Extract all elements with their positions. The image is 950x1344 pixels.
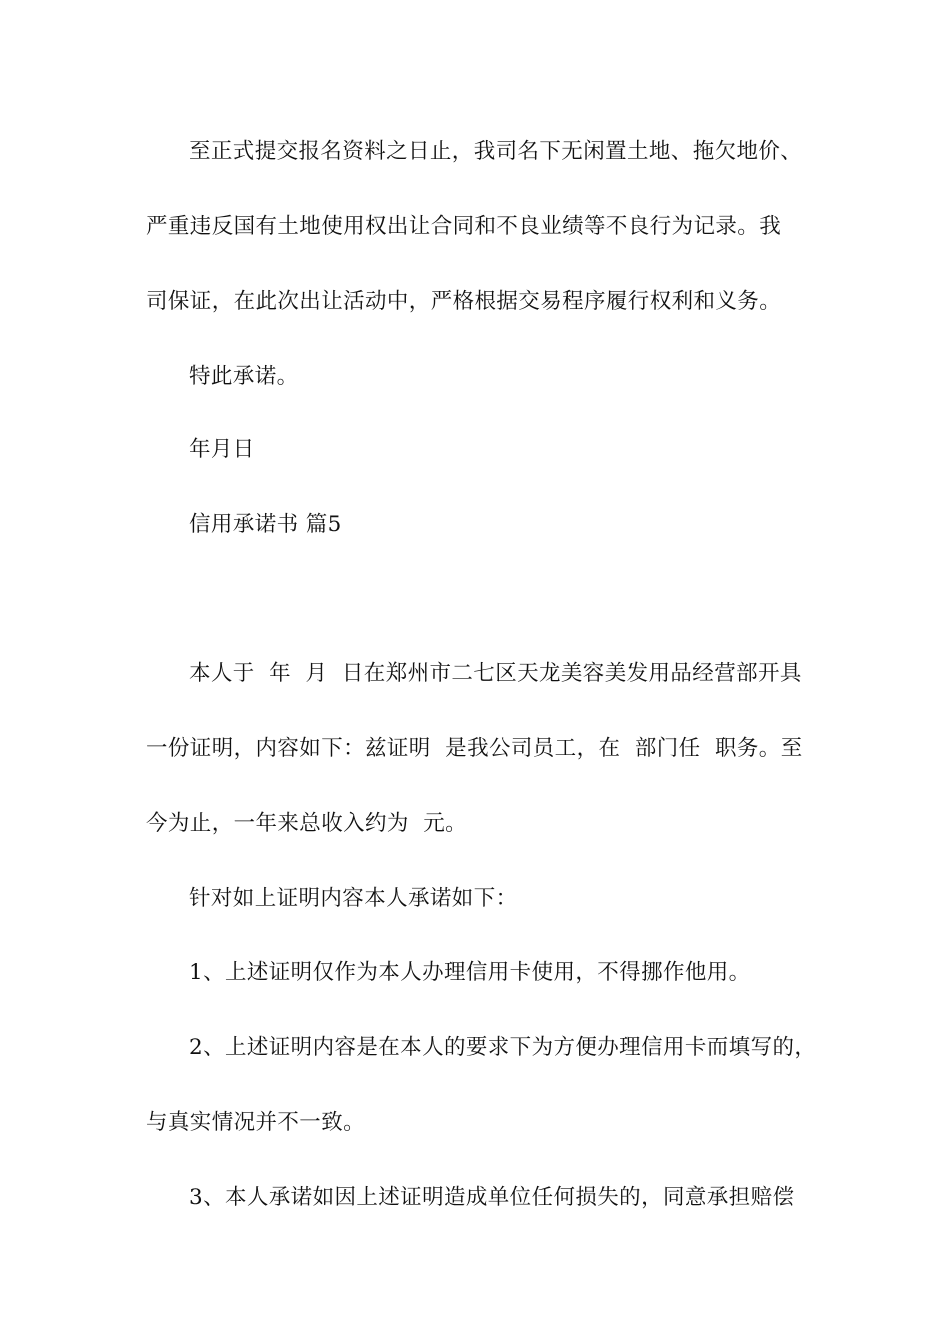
date-line: 年月日	[189, 437, 255, 462]
paragraph-line-2: 严重违反国有土地使用权出让合同和不良业绩等不良行为记录。我	[146, 214, 782, 239]
closing-statement: 特此承诺。	[189, 364, 299, 389]
commitment-item-2-continued: 与真实情况并不一致。	[146, 1110, 366, 1135]
paragraph-line-1: 至正式提交报名资料之日止，我司名下无闲置土地、拖欠地价、	[189, 139, 803, 164]
paragraph-line-4: 本人于 年 月 日在郑州市二七区天龙美容美发用品经营部开具	[189, 661, 802, 686]
paragraph-line-6: 今为止，一年来总收入约为 元。	[146, 811, 468, 836]
commitment-item-2: 2、上述证明内容是在本人的要求下为方便办理信用卡而填写的，	[189, 1035, 817, 1060]
paragraph-line-5: 一份证明，内容如下：兹证明 是我公司员工，在 部门任 职务。至	[146, 736, 803, 761]
commitment-item-1: 1、上述证明仅作为本人办理信用卡使用，不得挪作他用。	[189, 960, 751, 985]
commitment-intro: 针对如上证明内容本人承诺如下：	[189, 886, 518, 911]
commitment-item-3: 3、本人承诺如因上述证明造成单位任何损失的，同意承担赔偿	[189, 1185, 795, 1210]
paragraph-line-3: 司保证，在此次出让活动中，严格根据交易程序履行权利和义务。	[146, 289, 782, 314]
section-heading: 信用承诺书 篇5	[189, 512, 342, 537]
